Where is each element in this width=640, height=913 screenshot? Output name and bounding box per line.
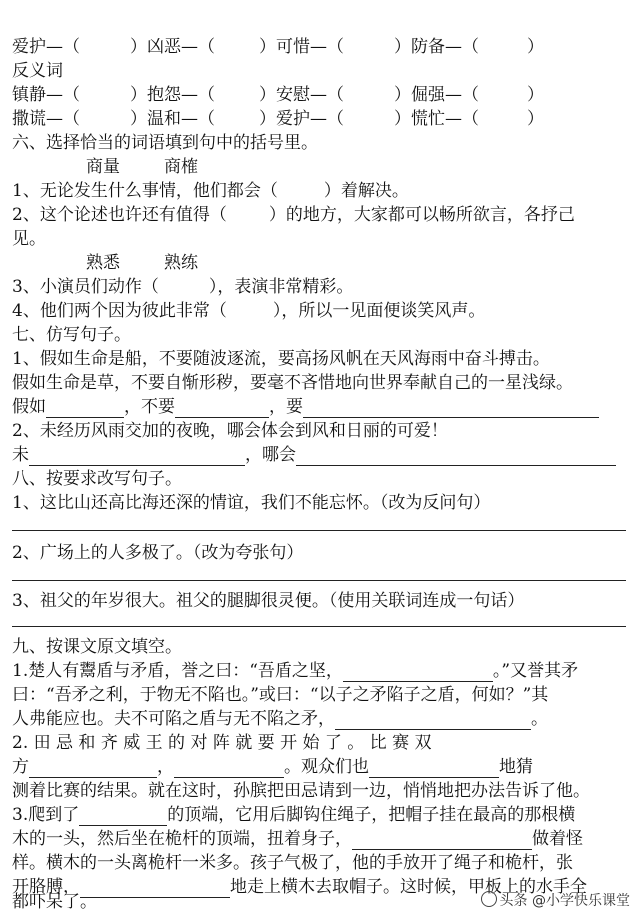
s9-passage-1c bbox=[12, 708, 548, 730]
blank-line[interactable] bbox=[29, 759, 157, 778]
row-a-part: ） bbox=[527, 37, 544, 57]
row-b-part: ）安慰—（ bbox=[259, 85, 344, 105]
antonym-row-b bbox=[12, 84, 544, 106]
word-choice: 商榷 bbox=[164, 157, 198, 177]
s7-fill-2 bbox=[12, 444, 616, 466]
antonym-row-c bbox=[12, 108, 544, 130]
section-7-heading: 七、仿写句子。 bbox=[12, 325, 131, 345]
watermark-text: 头条 @小学快乐课堂 bbox=[499, 893, 630, 909]
fill-label: 未 bbox=[12, 445, 29, 465]
passage-text: 地猜 bbox=[499, 757, 533, 777]
s9-passage-2c: 测着比赛的结果。就在这时，孙膑把田忌请到一边，悄悄地把办法告诉了他。 bbox=[12, 781, 590, 801]
row-b-part: ） bbox=[527, 85, 544, 105]
fill-label: ，要 bbox=[269, 397, 303, 417]
s9-passage-1a bbox=[12, 660, 578, 682]
s7-fill-1 bbox=[12, 396, 599, 418]
passage-text: 1.楚人有鬻盾与矛盾，誉之曰：“吾盾之坚， bbox=[12, 661, 343, 681]
s6-question-1 bbox=[12, 180, 409, 202]
q1-text: ）着解决。 bbox=[323, 181, 409, 201]
row-c-part: 撒谎—（ bbox=[12, 109, 80, 129]
row-c-part: ）慌忙—（ bbox=[394, 109, 479, 129]
camera-icon bbox=[481, 891, 497, 907]
blank-line[interactable] bbox=[369, 759, 499, 778]
passage-text: 木的一头，然后坐在桅杆的顶端，扭着身子， bbox=[12, 829, 352, 849]
q3-text: 3、小演员们动作（ bbox=[12, 277, 159, 297]
passage-text: 人弗能应也。夫不可陷之盾与无不陷之矛， bbox=[12, 709, 335, 729]
passage-text: 。观众们也 bbox=[284, 757, 369, 777]
s9-passage-2a: 2. 田 忌 和 齐 威 王 的 对 阵 就 要 开 始 了 。 比 赛 双 bbox=[12, 733, 432, 753]
word-choice: 熟练 bbox=[164, 253, 198, 273]
passage-text: 。”又誉其矛 bbox=[492, 661, 579, 681]
blank-line[interactable] bbox=[343, 663, 493, 682]
row-a-part: ）凶恶—（ bbox=[130, 37, 215, 57]
s6-question-2 bbox=[12, 204, 575, 226]
section-9-heading: 九、按课文原文填空。 bbox=[12, 637, 182, 657]
answer-line[interactable] bbox=[12, 580, 626, 581]
blank-line[interactable] bbox=[335, 711, 531, 730]
s8-question-2: 2、广场上的人多极了。（改为夸张句） bbox=[12, 543, 304, 563]
blank-line[interactable] bbox=[175, 399, 269, 418]
q2-text: ）的地方，大家都可以畅所欲言，各抒己 bbox=[268, 205, 575, 225]
s9-passage-1b: 曰：“吾矛之利，于物无不陷也。”或曰：“以子之矛陷子之盾，何如？”其 bbox=[12, 685, 549, 705]
watermark bbox=[475, 890, 630, 910]
q2-text: 2、这个论述也许还有值得（ bbox=[12, 205, 227, 225]
q3-text: ），表演非常精彩。 bbox=[208, 277, 354, 297]
word-choices-1 bbox=[86, 156, 198, 178]
blank-line[interactable] bbox=[174, 759, 284, 778]
passage-text: 3.爬到了 bbox=[12, 805, 80, 825]
fill-label: ，哪会 bbox=[245, 445, 296, 465]
passage-text: 。 bbox=[531, 709, 548, 729]
blank-line[interactable] bbox=[79, 807, 167, 826]
word-choice: 商量 bbox=[86, 157, 120, 177]
row-b-part: ）倔强—（ bbox=[394, 85, 479, 105]
row-b-part: ）抱怨—（ bbox=[130, 85, 215, 105]
row-a-part: ）防备—（ bbox=[394, 37, 479, 57]
word-choices-2 bbox=[86, 252, 198, 274]
blank-line[interactable] bbox=[29, 447, 245, 466]
row-c-part: ） bbox=[527, 109, 544, 129]
s9-passage-3c: 样。横木的一头离桅杆一米多。孩子气极了，他的手放开了绳子和桅杆，张 bbox=[12, 853, 573, 873]
passage-text: 地走上横木去取帽子。这时候，甲板上的水手全 bbox=[230, 877, 587, 897]
passage-text: 做着怪 bbox=[532, 829, 583, 849]
word-choice: 熟悉 bbox=[86, 253, 120, 273]
blank-line[interactable] bbox=[46, 399, 124, 418]
row-a-part: ）可惜—（ bbox=[259, 37, 344, 57]
q4-text: ），所以一见面便谈笑风声。 bbox=[272, 301, 486, 321]
passage-text: 方 bbox=[12, 757, 29, 777]
s6-question-4 bbox=[12, 300, 485, 322]
section-6-heading: 六、选择恰当的词语填到句中的括号里。 bbox=[12, 133, 318, 153]
blank-line[interactable] bbox=[303, 399, 599, 418]
s8-question-3: 3、祖父的年岁很大。祖父的腿脚很灵便。（使用关联词连成一句话） bbox=[12, 591, 525, 611]
blank-line[interactable] bbox=[352, 831, 532, 850]
q1-text: 1、无论发生什么事情，他们都会（ bbox=[12, 181, 278, 201]
s9-passage-3a bbox=[12, 804, 575, 826]
answer-line[interactable] bbox=[12, 530, 626, 531]
s6-question-3 bbox=[12, 276, 353, 298]
antonym-row-a bbox=[12, 36, 544, 58]
s9-passage-2b bbox=[12, 756, 533, 778]
answer-line[interactable] bbox=[12, 626, 626, 627]
s9-passage-3b bbox=[12, 828, 583, 850]
row-c-part: ）温和—（ bbox=[130, 109, 215, 129]
row-b-part: 镇静—（ bbox=[12, 85, 80, 105]
section-8-heading: 八、按要求改写句子。 bbox=[12, 469, 182, 489]
row-a-part: 爱护—（ bbox=[12, 37, 80, 57]
blank-line[interactable] bbox=[80, 879, 230, 898]
row-c-part: ）爱护—（ bbox=[259, 109, 344, 129]
q4-text: 4、他们两个因为彼此非常（ bbox=[12, 301, 227, 321]
s8-question-1: 1、这比山还高比海还深的情谊，我们不能忘怀。（改为反问句） bbox=[12, 493, 491, 513]
s6-question-2-cont: 见。 bbox=[12, 229, 46, 249]
passage-text: ， bbox=[157, 757, 174, 777]
antonym-heading: 反义词 bbox=[12, 61, 63, 81]
s7-question-2: 2、未经历风雨交加的夜晚，哪会体会到风和日丽的可爱！ bbox=[12, 421, 448, 441]
fill-label: ，不要 bbox=[124, 397, 175, 417]
passage-text: 开胳膊， bbox=[12, 877, 80, 897]
s7-example-1: 1、假如生命是船，不要随波逐流，要高扬风帆在天风海雨中奋斗搏击。 bbox=[12, 349, 550, 369]
fill-label: 假如 bbox=[12, 397, 46, 417]
passage-text: 的顶端，它用后脚钩住绳子，把帽子挂在最高的那根横 bbox=[167, 805, 576, 825]
s7-example-2: 假如生命是草，不要自惭形秽，要毫不吝惜地向世界奉献自己的一星浅绿。 bbox=[12, 373, 573, 393]
blank-line[interactable] bbox=[296, 447, 616, 466]
s9-passage-3e: 都吓呆了。 bbox=[12, 892, 97, 912]
